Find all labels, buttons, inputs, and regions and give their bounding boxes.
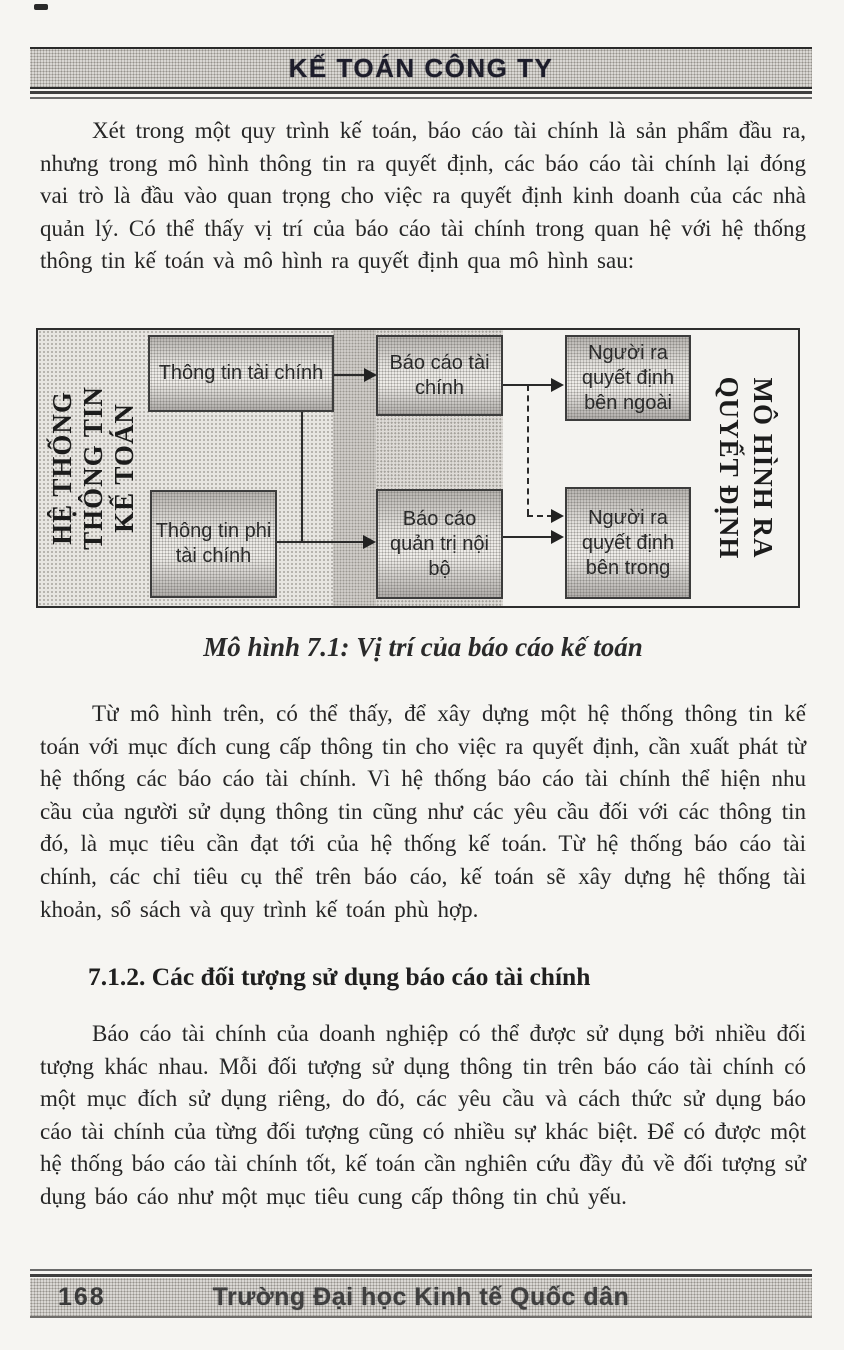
arrow-fininfo-to-finreports-line	[334, 374, 366, 376]
diagram-caption: Mô hình 7.1: Vị trí của báo cáo kế toán	[203, 632, 643, 662]
arrow-mgmt-to-internal-line	[503, 536, 553, 538]
page-number: 168	[58, 1282, 106, 1311]
book-title: KẾ TOÁN CÔNG TY	[288, 52, 554, 83]
section-heading-7-1-2: 7.1.2. Các đối tượng sử dụng báo cáo tài chính	[88, 962, 591, 991]
box-external-decision-makers: Người ra quyết định bên ngoài	[565, 335, 691, 421]
box-financial-info: Thông tin tài chính	[148, 335, 334, 412]
box-management-reports: Báo cáo quản trị nội bộ	[376, 489, 503, 599]
dashed-connector-vertical	[527, 385, 529, 515]
arrow-fininfo-to-finreports-head	[364, 368, 377, 382]
scan-mark	[34, 4, 48, 10]
diagram-model-7-1	[36, 328, 800, 608]
dashed-connector-horizontal	[527, 515, 553, 517]
institution-name: Trường Đại học Kinh tế Quốc dân	[212, 1282, 630, 1311]
dashed-arrow-to-internal-head	[551, 509, 564, 523]
footer-rule	[30, 1269, 812, 1277]
box-financial-reports: Báo cáo tài chính	[376, 335, 503, 416]
arrow-mgmt-to-internal-head	[551, 530, 564, 544]
page-footer-bar	[30, 1278, 812, 1318]
paragraph-3: Báo cáo tài chính của doanh nghiệp có thể được sử dụng bởi nhiều đối tượng khác nhau. Mỗi đối tượng sử dụng thông tin trên báo cáo tài chính có một mục đích sử dụng riêng, do đó, các yêu cầu và cách thức sử dụng báo cáo tài chính của từng đối tượng cũng có nhiều sự khác biệt. Để có được một hệ thống báo cáo tài chính tốt, kế toán cần nghiên cứu đầy đủ về đối tượng sử dụng báo cáo như một mục tiêu cung cấp thông tin chủ yếu.	[40, 1021, 806, 1209]
connector-fininfo-down-line	[301, 412, 303, 542]
box-internal-decision-makers: Người ra quyết định bên trong	[565, 487, 691, 599]
arrow-nonfin-to-mgmtreports-head	[363, 535, 376, 549]
paragraph-1: Xét trong một quy trình kế toán, báo cáo tài chính là sản phẩm đầu ra, nhưng trong mô hình thông tin ra quyết định, các báo cáo tài chính lại đóng vai trò là đầu vào quan trọng cho việc ra quyết định kinh doanh của các nhà quản lý. Có thể thấy vị trí của báo cáo tài chính trong quan hệ với hệ thống thông tin kế toán và mô hình ra quyết định qua mô hình sau:	[40, 118, 806, 274]
box-nonfinancial-info: Thông tin phi tài chính	[150, 490, 277, 598]
accounting-information-system-label: HỆ THỐNG THÔNG TIN KẾ TOÁN	[46, 386, 139, 550]
page-header-banner	[30, 47, 812, 89]
header-rule	[30, 91, 812, 99]
decision-model-label: MÔ HÌNH RA QUYẾT ĐỊNH	[714, 376, 778, 560]
arrow-finreports-to-external-head	[551, 378, 564, 392]
paragraph-2: Từ mô hình trên, có thể thấy, để xây dựng một hệ thống thông tin kế toán với mục đích cung cấp thông tin cho việc ra quyết định, cần xuất phát từ hệ thống các báo cáo tài chính. Vì hệ thống báo cáo tài chính thể hiện nhu cầu của người sử dụng thông tin cũng như các yêu cầu đối với các thông tin đó, là mục tiêu cần đạt tới của hệ thống kế toán. Từ hệ thống báo cáo tài chính, các chỉ tiêu cụ thể trên báo cáo, kế toán sẽ xây dựng hệ thống tài khoản, sổ sách và quy trình kế toán phù hợp.	[40, 701, 806, 922]
arrow-nonfin-to-mgmtreports-line	[277, 541, 365, 543]
